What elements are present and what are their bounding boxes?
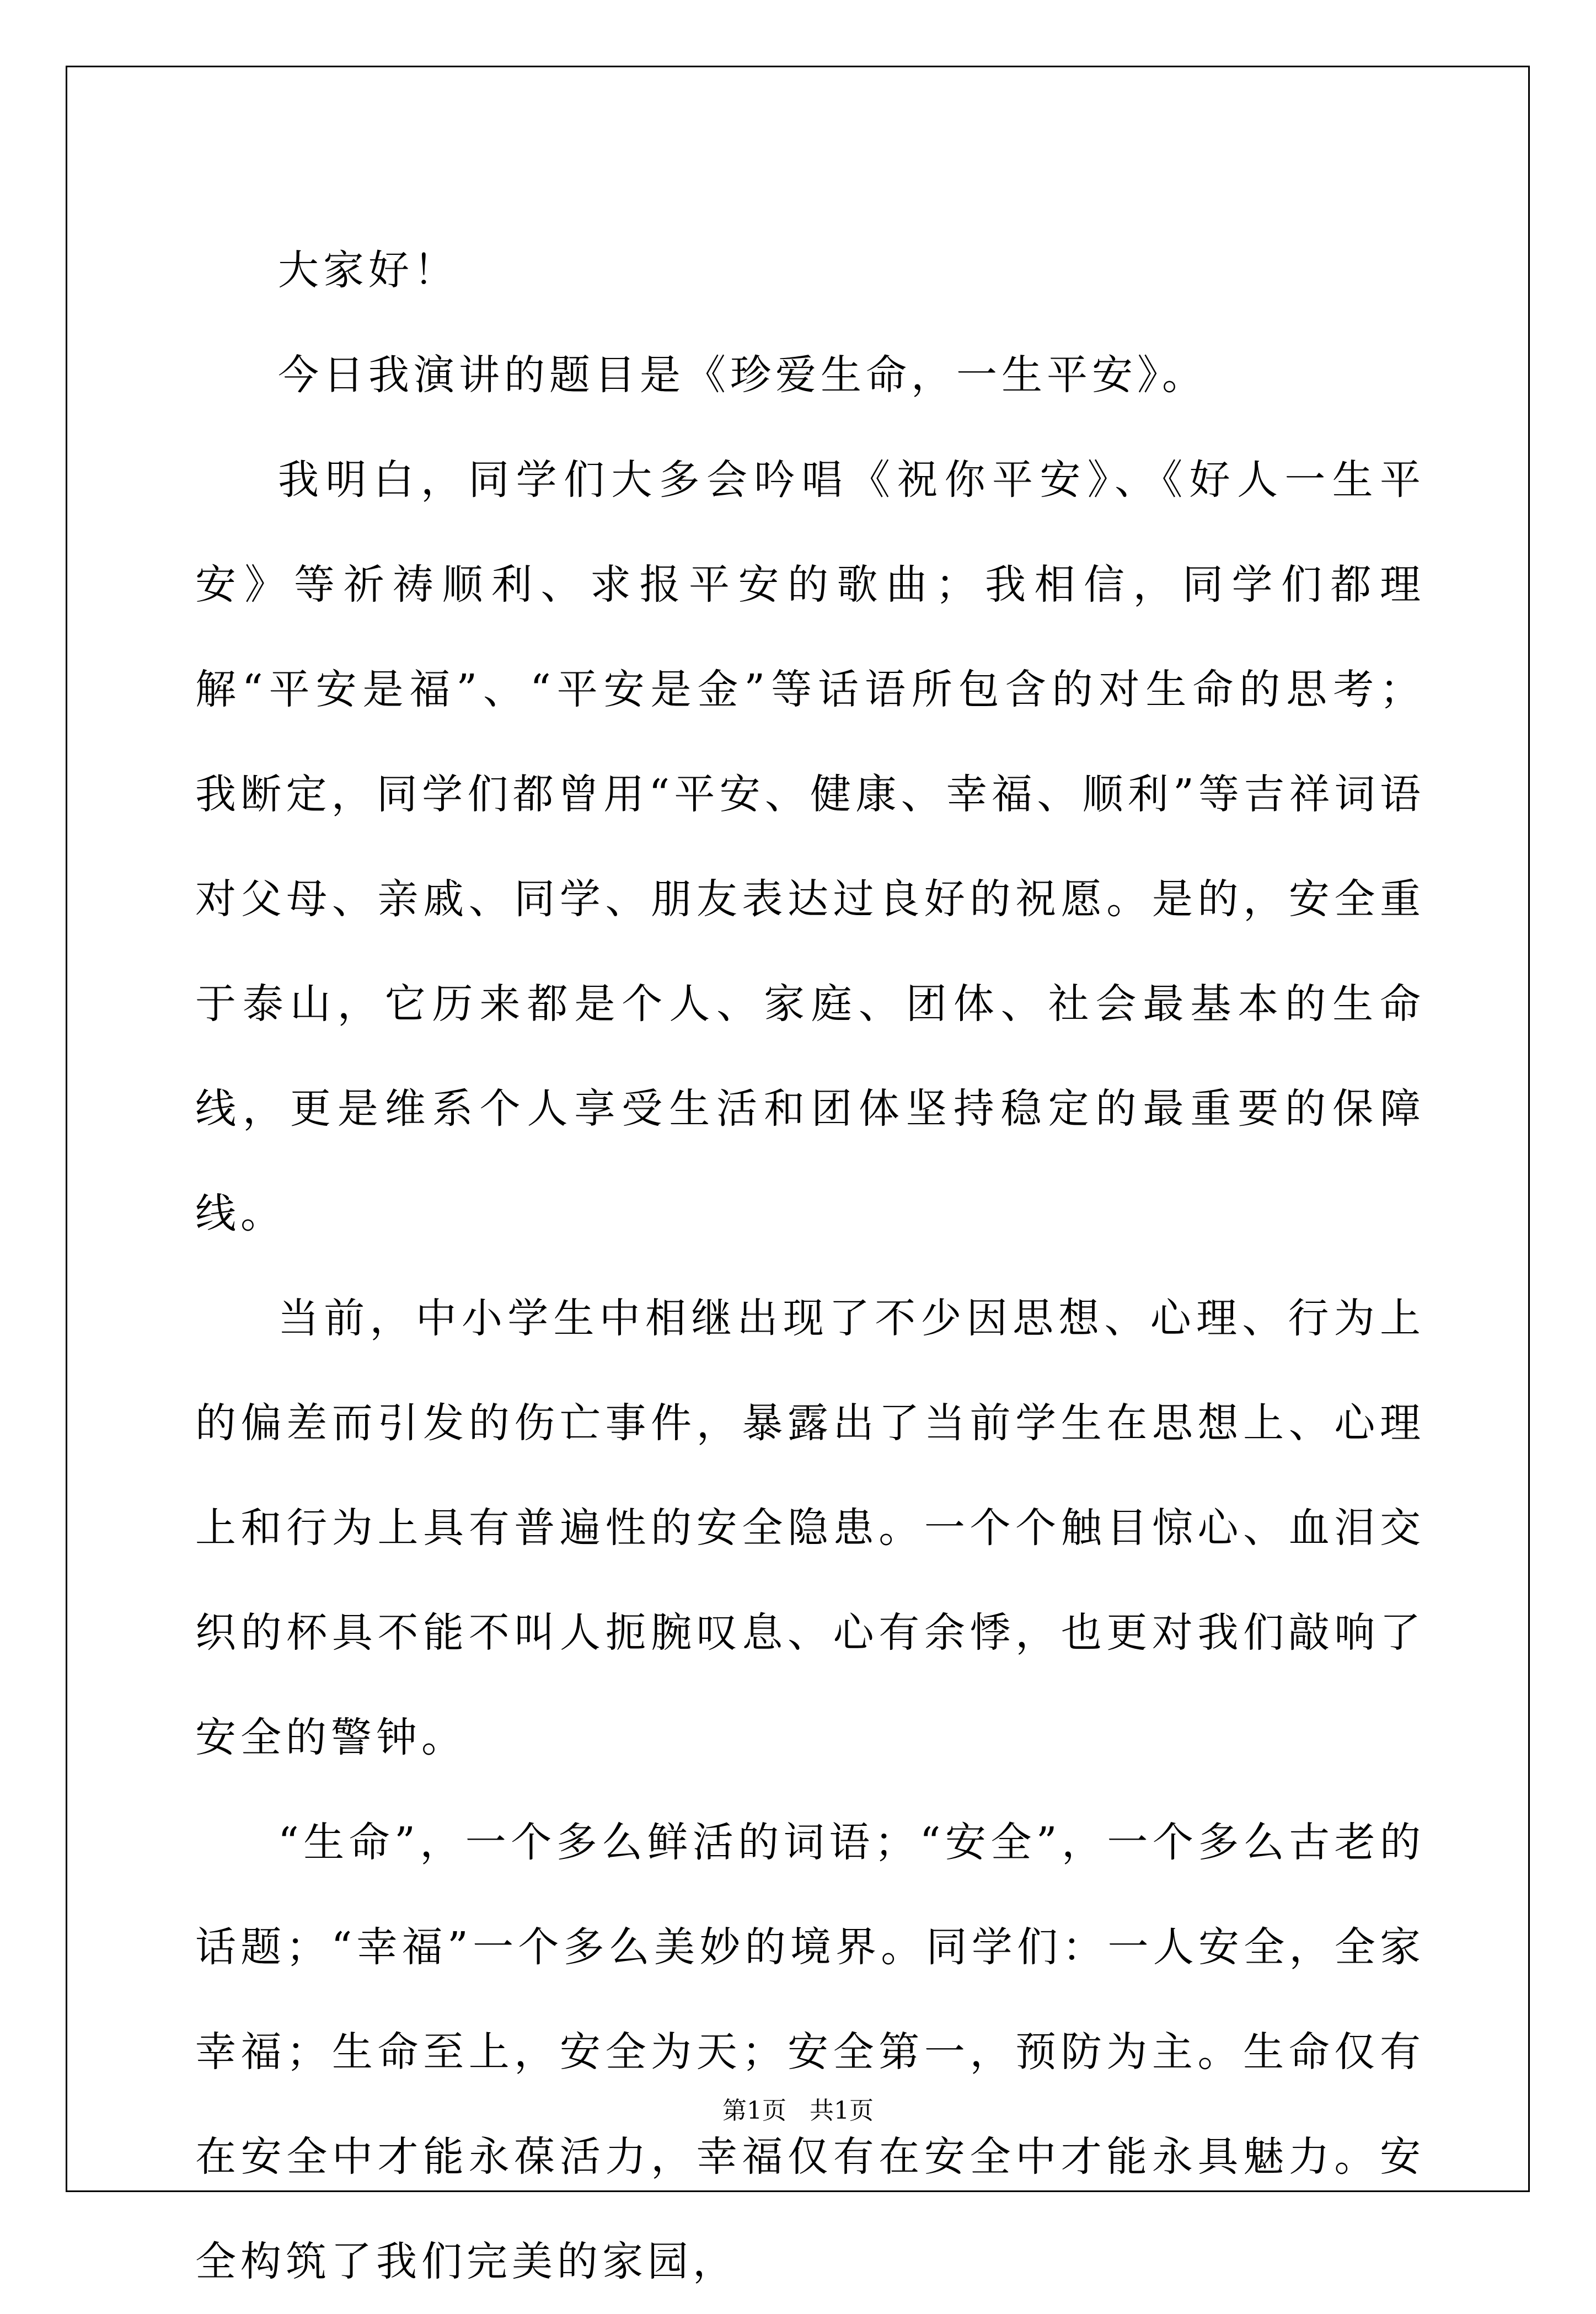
paragraph-current-situation: 当前，中小学生中相继出现了不少因思想、心理、行为上的偏差而引发的伤亡事件，暴露出了当前学生在思想上、心理上和行为上具有普遍性的安全隐患。一个个触目惊心、血泪交织的杯具不能不叫人扼腕叹息、心有余悸，也更对我们敲响了安全的警钟。	[195, 1295, 1425, 1761]
paragraph-greeting: 大家好！	[278, 247, 459, 294]
page-footer: 第1页 共1页	[722, 2097, 874, 2125]
document-body	[195, 218, 1425, 2314]
paragraph-life-safety: “生命”，一个多么鲜活的词语；“安全”，一个多么古老的话题；“幸福”一个多么美妙的境界。同学们：一人安全，全家幸福；生命至上，安全为天；安全第一，预防为主。生命仅有在安全中才能永葆活力，幸福仅有在安全中才能永具魅力。安全构筑了我们完美的家园，	[195, 1819, 1425, 2285]
paragraph-songs: 我明白，同学们大多会吟唱《祝你平安》、《好人一生平安》等祈祷顺利、求报平安的歌曲；我相信，同学们都理解“平安是福”、“平安是金”等话语所包含的对生命的思考；我断定，同学们都曾用“平安、健康、幸福、顺利”等吉祥词语对父母、亲戚、同学、朋友表达过良好的祝愿。是的，安全重于泰山，它历来都是个人、家庭、团体、社会最基本的生命线，更是维系个人享受生活和团体坚持稳定的最重要的保障线。	[195, 456, 1425, 1237]
paragraph-title-intro: 今日我演讲的题目是《珍爱生命，一生平安》。	[278, 351, 1207, 399]
